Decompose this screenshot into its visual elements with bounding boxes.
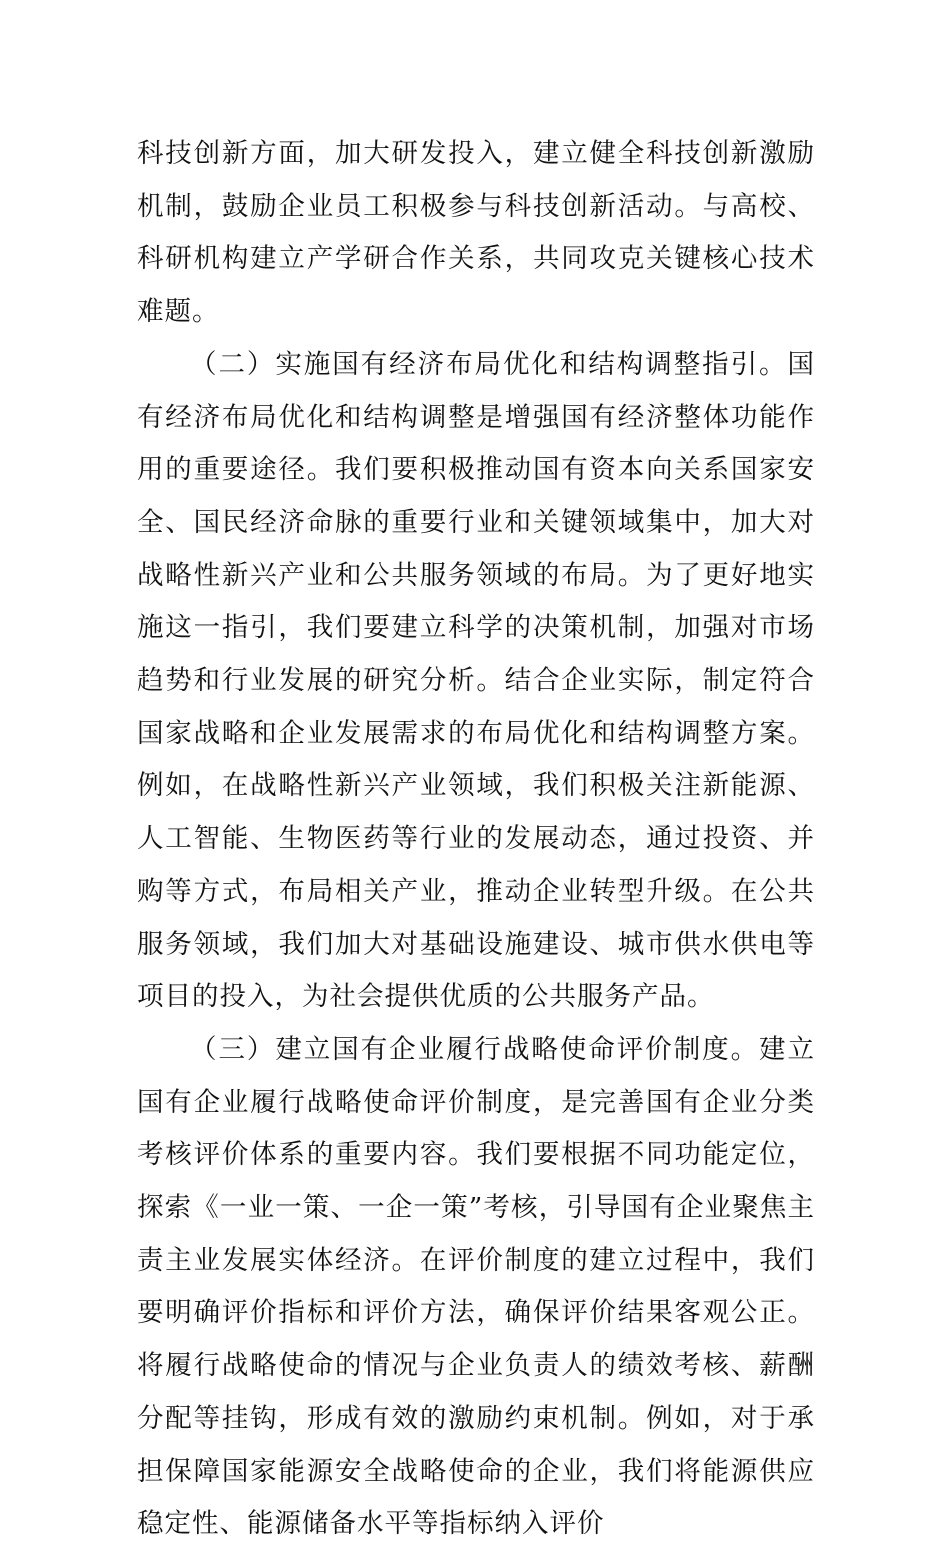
paragraph-section-three: （三）建立国有企业履行战略使命评价制度。建立国有企业履行战略使命评价制度，是完善国有企业分类考核评价体系的重要内容。我们要根据不同功能定位，探索《一业一策、一企一策”考核，引导国有企业聚焦主责主业发展实体经济。在评价制度的建立过程中，我们要明确评价指标和评价方法，确保评价结果客观公正。将履行战略使命的情况与企业负责人的绩效考核、薪酬分配等挂钩，形成有效的激励约束机制。例如，对于承担保障国家能源安全战略使命的企业，我们将能源供应稳定性、能源储备水平等指标纳入评价	[137, 1033, 815, 1540]
document-body	[137, 128, 815, 1551]
paragraph-section-two: （二）实施国有经济布局优化和结构调整指引。国有经济布局优化和结构调整是增强国有经济整体功能作用的重要途径。我们要积极推动国有资本向关系国家安全、国民经济命脉的重要行业和关键领域集中，加大对战略性新兴产业和公共服务领域的布局。为了更好地实施这一指引，我们要建立科学的决策机制，加强对市场趋势和行业发展的研究分析。结合企业实际，制定符合国家战略和企业发展需求的布局优化和结构调整方案。例如，在战略性新兴产业领域，我们积极关注新能源、人工智能、生物医药等行业的发展动态，通过投资、并购等方式，布局相关产业，推动企业转型升级。在公共服务领域，我们加大对基础设施建设、城市供水供电等项目的投入，为社会提供优质的公共服务产品。	[137, 348, 815, 1013]
paragraph-tech-innovation: 科技创新方面，加大研发投入，建立健全科技创新激励机制，鼓励企业员工积极参与科技创新活动。与高校、科研机构建立产学研合作关系，共同攻克关键核心技术难题。	[137, 138, 815, 328]
